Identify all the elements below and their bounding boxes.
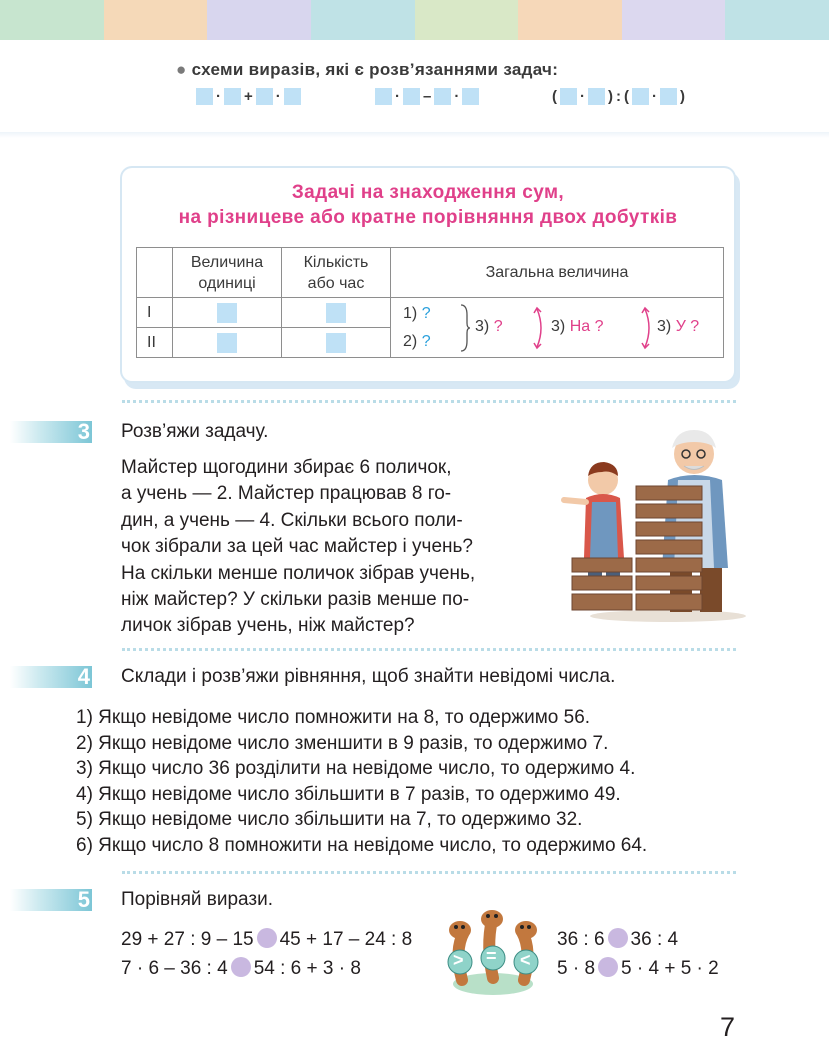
blank-square (217, 333, 237, 353)
comparison-row: 7 · 6 – 36 : 4 54 : 6 + 3 · 8 (121, 958, 361, 979)
compare-circle[interactable] (608, 928, 628, 948)
blank-square (326, 303, 346, 323)
blank-square (462, 88, 479, 105)
strip-segment (311, 0, 415, 40)
total-row-2: 2) ? (403, 332, 431, 350)
blank-square (196, 88, 213, 105)
blank-square (660, 88, 677, 105)
comparison-row: 36 : 6 36 : 4 (557, 929, 679, 950)
scheme-sum: · + · (196, 88, 301, 105)
list-item: 1) Якщо невідоме число помножити на 8, то одержимо 56. (76, 707, 591, 728)
box-title-line-1: Задачі на знаходження сум, (291, 182, 565, 203)
strip-segment (725, 0, 829, 40)
list-item: 6) Якщо число 8 помножити на невідоме число, то одержимо 64. (76, 834, 648, 856)
compare-circle[interactable] (598, 957, 618, 977)
task3-heading: Розв’яжи задачу. (121, 421, 269, 442)
band-shadow (0, 132, 829, 138)
compare-circle[interactable] (257, 928, 277, 948)
page-number: 7 (720, 1012, 736, 1042)
total-row-1: 1) ? (403, 304, 431, 322)
blank-square (632, 88, 649, 105)
brace-icon (459, 303, 471, 353)
list-item: 5) Якщо невідоме число збільшити на 7, то одержимо 32. (76, 809, 583, 831)
bullet-icon: ● (176, 60, 187, 79)
scheme-difference: · – · (375, 88, 479, 105)
text-line: личок зібрав учень, ніж майстер? (121, 615, 415, 637)
text-line: дин, а учень — 4. Скільки всього поли- (121, 509, 463, 531)
task-number-tab: 5 (10, 889, 92, 911)
blank-square (326, 333, 346, 353)
task-type-box (122, 168, 734, 381)
box-title-line-2: на різницеве або кратне порівняння двох добутків (178, 207, 678, 228)
blank-square (560, 88, 577, 105)
table-cell (173, 328, 282, 358)
answer-difference: 3) На ? (551, 317, 604, 335)
curved-arrow-icon (641, 305, 655, 351)
compare-circle[interactable] (231, 957, 251, 977)
dotted-divider (122, 400, 736, 403)
row-label: II (137, 328, 173, 358)
table-cell (282, 328, 391, 358)
blank-square (217, 303, 237, 323)
list-item: 2) Якщо невідоме число зменшити в 9 разів, то одержимо 7. (76, 732, 609, 754)
table-cell (282, 298, 391, 328)
equals-sign: = (486, 946, 497, 966)
greater-than-sign: > (453, 950, 464, 970)
top-color-strip (0, 0, 829, 40)
header-total: Загальна величина (391, 248, 724, 298)
less-than-sign: < (520, 950, 531, 970)
scheme-ratio: ( · ) : ( · ) (552, 88, 685, 105)
task5-heading: Порівняй вирази. (121, 889, 274, 910)
answer-sum: 3) ? (475, 317, 503, 335)
text-line: а учень — 2. Майстер працював 8 го- (121, 483, 452, 505)
list-item: 4) Якщо невідоме число збільшити в 7 разів, то одержимо 49. (76, 783, 621, 805)
strip-segment (622, 0, 726, 40)
task-number-tab: 3 (10, 421, 92, 443)
blank-square (434, 88, 451, 105)
strip-segment (415, 0, 519, 40)
blank-square (256, 88, 273, 105)
blank-square (403, 88, 420, 105)
header-quantity: Кількість або час (282, 248, 391, 298)
blank-square (588, 88, 605, 105)
strip-segment (104, 0, 208, 40)
comparison-row: 29 + 27 : 9 – 15 45 + 17 – 24 : 8 (121, 929, 413, 950)
task3-text (121, 455, 541, 640)
comparison-row: 5 · 8 5 · 4 + 5 · 2 (557, 958, 719, 979)
task-number-tab: 4 (10, 666, 92, 688)
dotted-divider (122, 648, 736, 651)
text-line: ніж майстер? У скільки разів менше по- (121, 589, 470, 611)
task4-list (76, 705, 647, 859)
row-label: I (137, 298, 173, 328)
blank-square (224, 88, 241, 105)
schemes-intro: ● схеми виразів, які є розв’язаннями задач: (176, 60, 559, 79)
strip-segment (0, 0, 104, 40)
strip-segment (518, 0, 622, 40)
text-line: На скільки менше поличок зібрав учень, (121, 562, 476, 584)
scheme-table (136, 247, 724, 358)
answer-ratio: 3) У ? (657, 317, 700, 335)
table-cell (173, 298, 282, 328)
strip-segment (207, 0, 311, 40)
master-apprentice-illustration (558, 418, 748, 624)
header-unit-value: Величина одиниці (173, 248, 282, 298)
comparison-snakes-illustration (440, 910, 546, 996)
curved-arrow-icon (533, 305, 547, 351)
blank-square (284, 88, 301, 105)
list-item: 3) Якщо число 36 розділити на невідоме число, то одержимо 4. (76, 758, 636, 780)
dotted-divider (122, 871, 736, 874)
table-corner-cell (137, 248, 173, 298)
total-cell (391, 298, 724, 358)
text-line: Майстер щогодини збирає 6 поличок, (121, 457, 452, 478)
blank-square (375, 88, 392, 105)
task4-heading: Склади і розв’яжи рівняння, щоб знайти невідомі числа. (121, 666, 616, 687)
text-line: чок зібрали за цей час майстер і учень? (121, 536, 473, 558)
